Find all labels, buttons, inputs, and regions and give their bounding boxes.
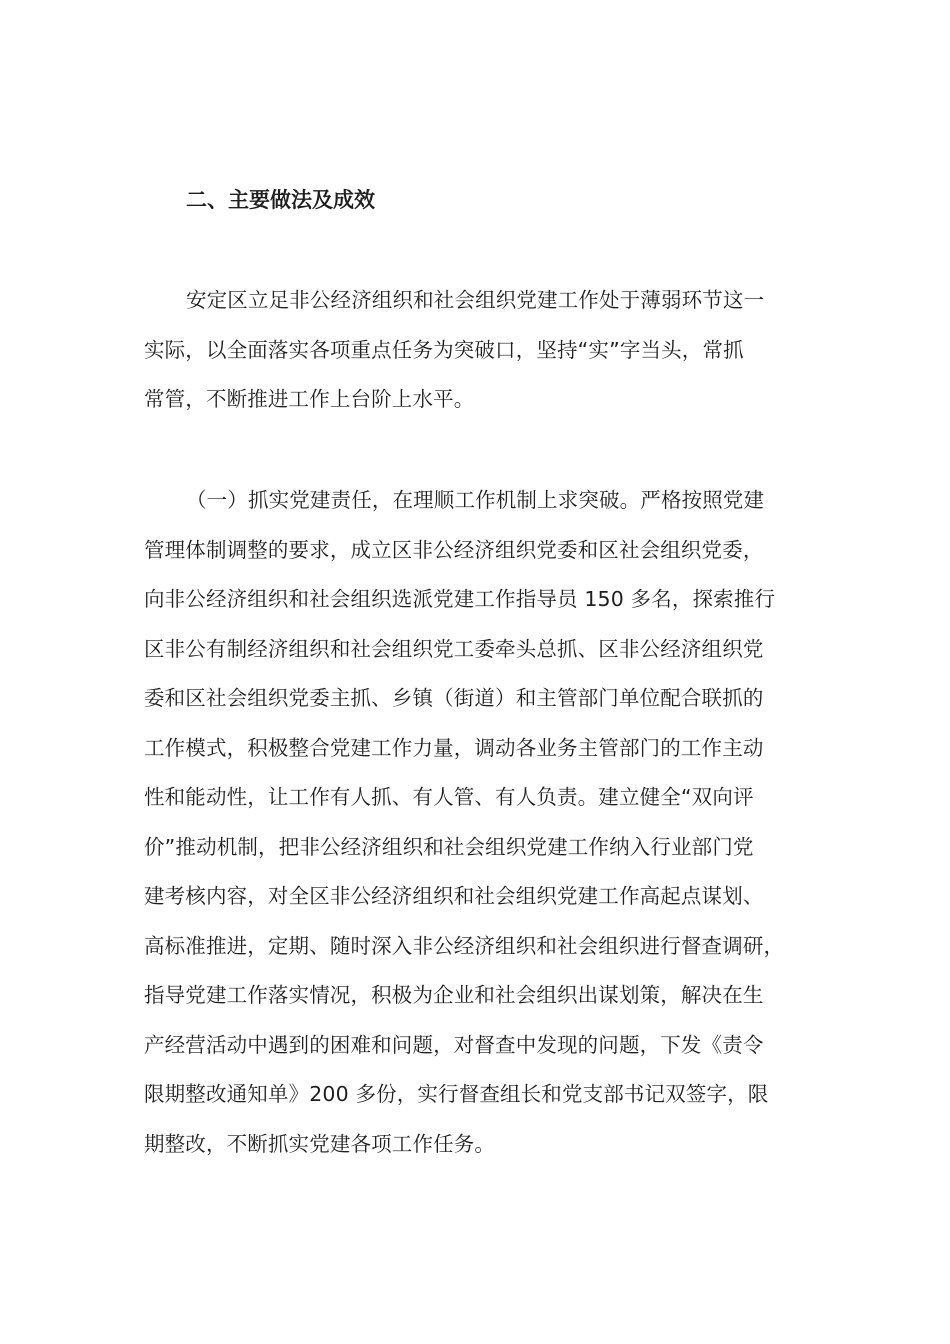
intro-paragraph [144, 276, 764, 425]
paragraph-line: 向非公经济组织和社会组织选派党建工作指导员 150 多名，探索推行 [144, 587, 776, 611]
paragraph-line: 管理体制调整的要求，成立区非公经济组织党委和区社会组织党委， [144, 537, 764, 562]
paragraph-line: 安定区立足非公经济组织和社会组织党建工作处于薄弱环节这一 [186, 288, 765, 312]
paragraph-line: （一）抓实党建责任，在理顺工作机制上求突破。严格按照党建 [186, 488, 765, 512]
paragraph-line: 工作模式，积极整合党建工作力量，调动各业务主管部门的工作主动 [144, 735, 764, 760]
paragraph-line: 指导党建工作落实情况，积极为企业和社会组织出谋划策，解决在生 [144, 983, 764, 1007]
paragraph-line: 性和能动性，让工作有人抓、有人管、有人负责。建立健全“双向评 [144, 785, 754, 809]
paragraph-line: 高标准推进，定期、随时深入非公经济组织和社会组织进行督查调研， [144, 933, 785, 958]
paragraph-line: 建考核内容，对全区非公经济组织和社会组织党建工作高起点谋划、 [144, 884, 764, 908]
paragraph-line: 实际，以全面落实各项重点任务为突破口，坚持“实”字当头，常抓 [144, 337, 744, 362]
section-heading: 二、主要做法及成效 [186, 188, 375, 212]
paragraph-line: 产经营活动中遇到的困难和问题，对督查中发现的问题，下发《责令 [144, 1032, 764, 1057]
paragraph-line: 委和区社会组织党委主抓、乡镇（街道）和主管部门单位配合联抓的 [144, 686, 764, 710]
paragraph-line: 区非公有制经济组织和社会组织党工委牵头总抓、区非公经济组织党 [144, 636, 764, 661]
paragraph-line: 价”推动机制，把非公经济组织和社会组织党建工作纳入行业部门党 [144, 834, 754, 859]
paragraph-line: 期整改，不断抓实党建各项工作任务。 [144, 1131, 496, 1156]
paragraph-line: 常管，不断推进工作上台阶上水平。 [144, 387, 475, 411]
section-one-paragraph [144, 476, 784, 1169]
paragraph-line: 限期整改通知单》200 多份，实行督查组长和党支部书记双签字，限 [144, 1082, 769, 1106]
